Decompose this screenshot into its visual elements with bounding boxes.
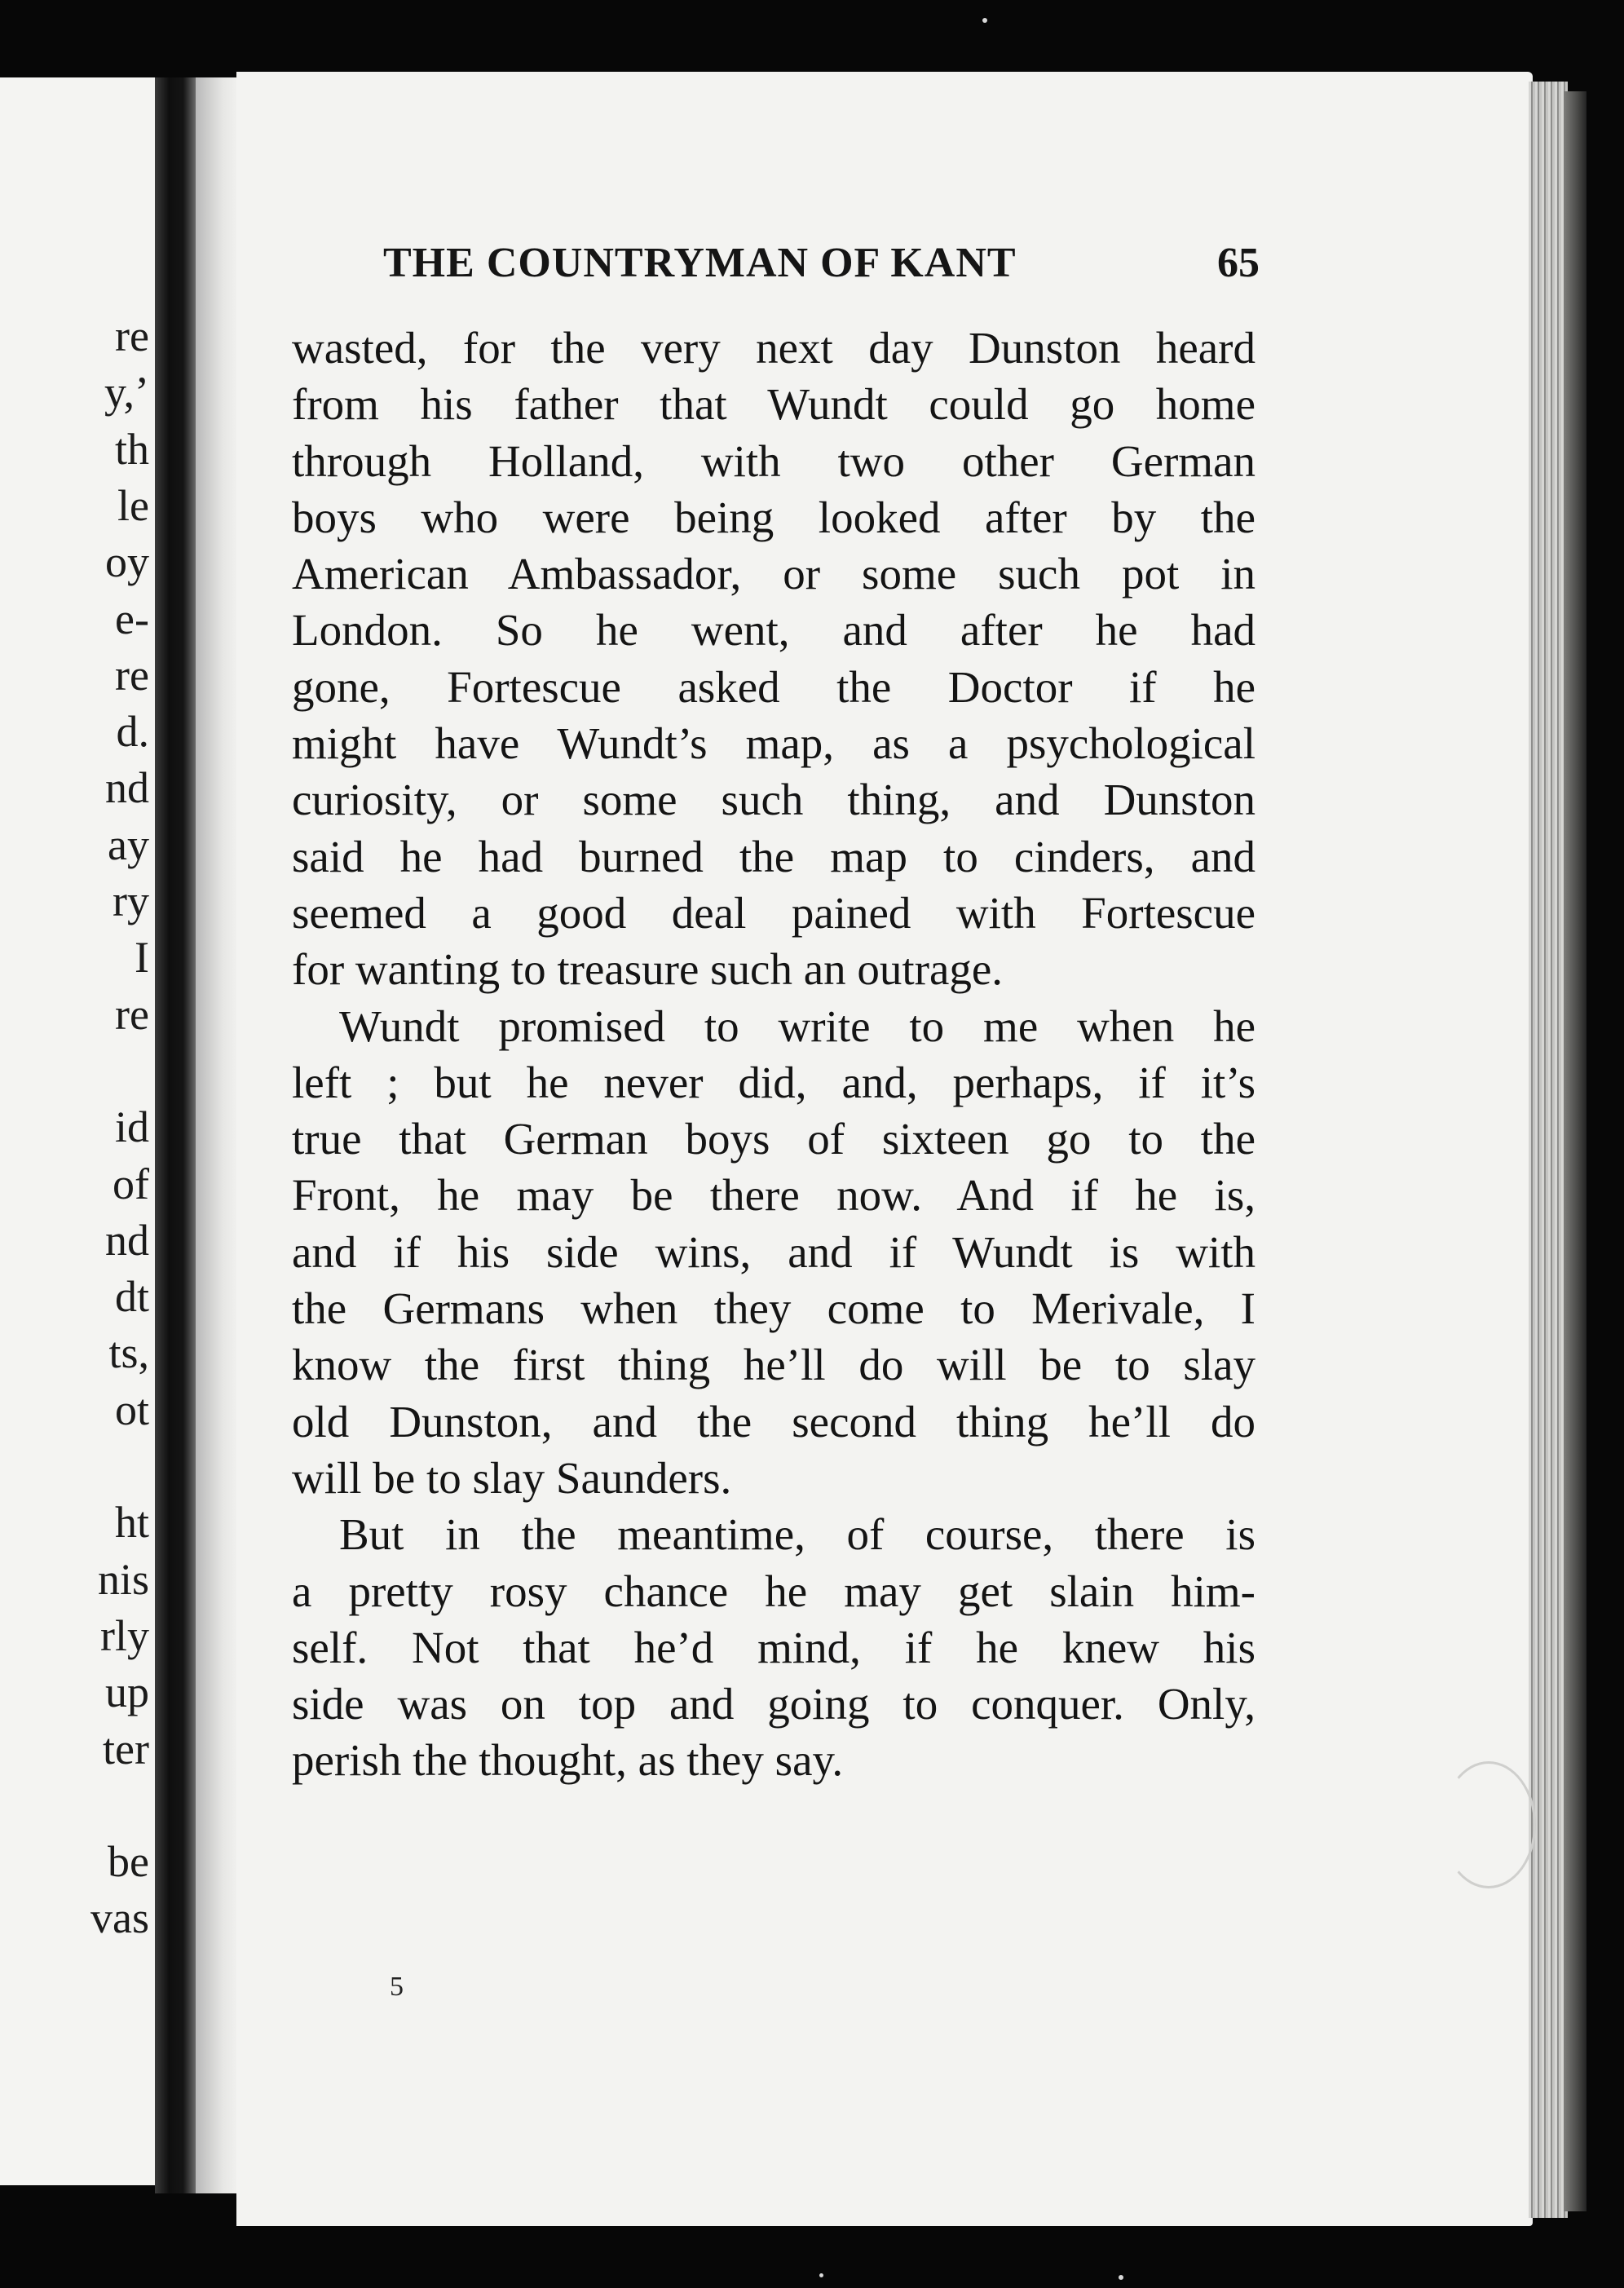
text-line: a pretty rosy chance he may get slain him- (292, 1566, 1256, 1616)
text-line: true that German boys of sixteen go to the (292, 1114, 1256, 1164)
text-line: from his father that Wundt could go home (292, 379, 1256, 430)
left-page-fragment: id (114, 1102, 149, 1152)
text-line: through Holland, with two other German (292, 435, 1256, 486)
dust-speck (819, 2273, 823, 2277)
text-line: the Germans when they come to Merivale, I (292, 1283, 1256, 1334)
page-header (383, 239, 1260, 296)
left-page-fragment: nd (105, 763, 149, 813)
left-page-fragment: oy (105, 537, 149, 587)
left-page-fragment: nd (105, 1215, 149, 1265)
dust-speck (982, 18, 987, 23)
page-edges (1529, 82, 1568, 2218)
left-page-fragment: up (105, 1667, 149, 1717)
text-line: might have Wundt’s map, as a psychological (292, 718, 1256, 769)
body-text (292, 320, 1256, 1789)
left-page-fragment: dt (114, 1272, 149, 1322)
text-line: wasted, for the very next day Dunston heard (292, 323, 1256, 373)
text-line: said he had burned the map to cinders, and (292, 831, 1256, 881)
text-line: seemed a good deal pained with Fortescue (292, 887, 1256, 938)
text-line: London. So he went, and after he had (292, 605, 1256, 656)
text-line: Front, he may be there now. And if he is, (292, 1170, 1256, 1221)
left-page-fragment: ht (114, 1498, 149, 1548)
text-line: Wundt promised to write to me when he (339, 1000, 1256, 1051)
cover-edge (1564, 91, 1586, 2211)
text-line: gone, Fortescue asked the Doctor if he (292, 661, 1256, 712)
left-page-fragment: ay (108, 819, 149, 869)
left-page-fragment: vas (90, 1893, 149, 1943)
gutter-shadow (196, 77, 241, 2193)
left-page-fragment: th (114, 424, 149, 474)
text-line: perish the thought, as they say. (292, 1735, 844, 1786)
text-line: curiosity, or some such thing, and Dunston (292, 775, 1256, 825)
left-facing-page (0, 77, 159, 2185)
left-page-fragment: ts, (108, 1328, 149, 1378)
text-line: will be to slay Saunders. (292, 1452, 732, 1503)
left-page-fragment: e- (115, 594, 149, 643)
dust-speck (1119, 2275, 1123, 2280)
text-line: know the first thing he’ll do will be to slay (292, 1340, 1256, 1390)
left-page-fragment: re (115, 650, 149, 700)
left-page-fragment: le (117, 480, 149, 530)
text-line: left ; but he never did, and, perhaps, if it’s (292, 1057, 1256, 1107)
signature-mark: 5 (390, 1972, 404, 2002)
left-page-fragment: re (115, 989, 149, 1039)
left-page-fragment: ter (103, 1724, 149, 1773)
left-page-fragment: be (108, 1837, 149, 1887)
text-line: American Ambassador, or some such pot in (292, 549, 1256, 599)
text-line: side was on top and going to conquer. Only, (292, 1679, 1256, 1729)
text-line: But in the meantime, of course, there is (339, 1509, 1256, 1560)
left-page-fragment: ry (113, 877, 149, 925)
page-number: 65 (1217, 240, 1260, 286)
left-page-fragment: ot (114, 1385, 149, 1434)
text-line: self. Not that he’d mind, if he knew his (292, 1622, 1256, 1672)
left-page-fragment: d. (116, 707, 149, 757)
left-page-fragment: nis (97, 1554, 149, 1604)
left-page-fragment: re (115, 311, 149, 360)
left-page-fragment: rly (100, 1610, 149, 1660)
running-head: THE COUNTRYMAN OF KANT (383, 240, 1017, 286)
text-line: for wanting to treasure such an outrage. (292, 944, 1004, 995)
text-line: boys who were being looked after by the (292, 492, 1256, 542)
book-gutter (155, 77, 196, 2193)
text-line: old Dunston, and the second thing he’ll do (292, 1396, 1256, 1447)
left-page-fragment: I (135, 933, 149, 983)
text-line: and if his side wins, and if Wundt is with (292, 1226, 1256, 1277)
left-page-fragment: of (113, 1159, 149, 1208)
paper-crease (1441, 1761, 1536, 1888)
left-page-fragment: y,’ (104, 368, 149, 417)
